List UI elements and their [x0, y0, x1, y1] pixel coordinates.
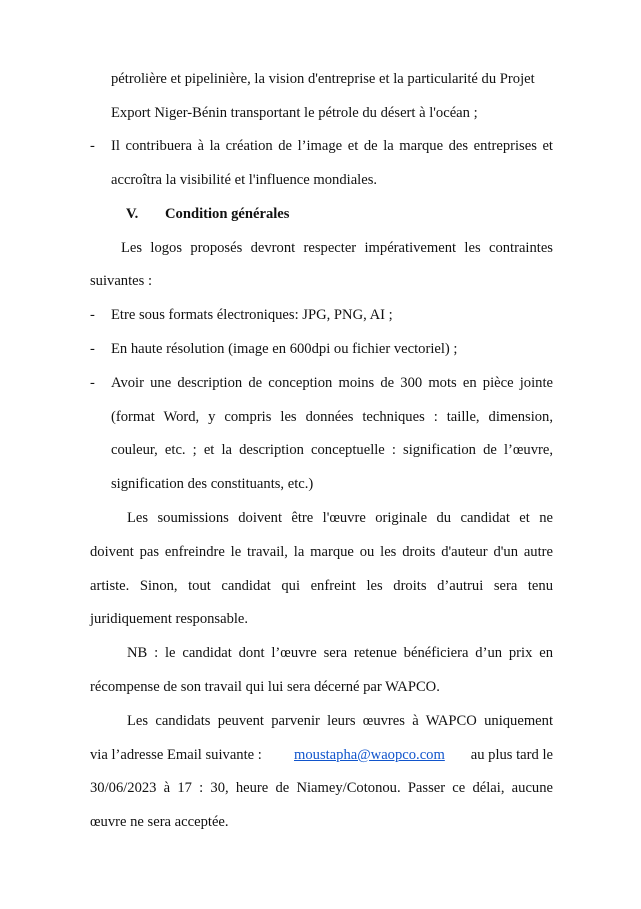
section-number: V. [126, 206, 139, 222]
list-item-text: En haute résolution (image en 600dpi ou fichier vectoriel) ; [111, 341, 458, 357]
text-line: accroîtra la visibilité et l'influence mondiales. [111, 172, 378, 188]
list-item-text: Il contribuera à la création de l’image et de la marque des entreprises et [111, 138, 553, 154]
paragraph-line: œuvre ne sera acceptée. [90, 814, 229, 830]
section-title: Condition générales [165, 206, 290, 222]
email-link[interactable]: moustapha@waopco.com [294, 747, 445, 763]
bullet-dash: - [90, 138, 95, 154]
list-item-text: (format Word, y compris les données techniques : taille, dimension, [111, 409, 553, 425]
paragraph-line: artiste. Sinon, tout candidat qui enfreint les droits d’autrui sera tenu [90, 578, 553, 594]
paragraph-line: au plus tard le [470, 747, 553, 763]
paragraph-line: via l’adresse Email suivante : [90, 747, 262, 763]
bullet-dash: - [90, 341, 95, 357]
text-line: Export Niger-Bénin transportant le pétrole du désert à l'océan ; [111, 105, 478, 121]
list-item-text: Avoir une description de conception moins de 300 mots en pièce jointe [111, 375, 553, 391]
text-line: pétrolière et pipelinière, la vision d'entreprise et la particularité du Projet [111, 71, 535, 87]
list-item-text: couleur, etc. ; et la description conceptuelle : signification de l’œuvre, [111, 442, 553, 458]
paragraph-line: juridiquement responsable. [90, 611, 249, 627]
paragraph-line: 30/06/2023 à 17 : 30, heure de Niamey/Cotonou. Passer ce délai, aucune [90, 780, 553, 796]
list-item-text: signification des constituants, etc.) [111, 476, 314, 492]
bullet-dash: - [90, 375, 95, 391]
paragraph-line: Les logos proposés devront respecter impérativement les contraintes [121, 240, 553, 256]
list-item-text: Etre sous formats électroniques: JPG, PNG, AI ; [111, 307, 393, 323]
bullet-dash: - [90, 307, 95, 323]
paragraph-line: suivantes : [90, 273, 153, 289]
paragraph-line: doivent pas enfreindre le travail, la marque ou les droits d'auteur d'un autre [90, 544, 553, 560]
paragraph-line: Les soumissions doivent être l'œuvre originale du candidat et ne [127, 510, 553, 526]
paragraph-line: NB : le candidat dont l’œuvre sera retenue bénéficiera d’un prix en [127, 645, 553, 661]
paragraph-line: Les candidats peuvent parvenir leurs œuvres à WAPCO uniquement [127, 713, 553, 729]
paragraph-line: récompense de son travail qui lui sera décerné par WAPCO. [90, 679, 440, 695]
